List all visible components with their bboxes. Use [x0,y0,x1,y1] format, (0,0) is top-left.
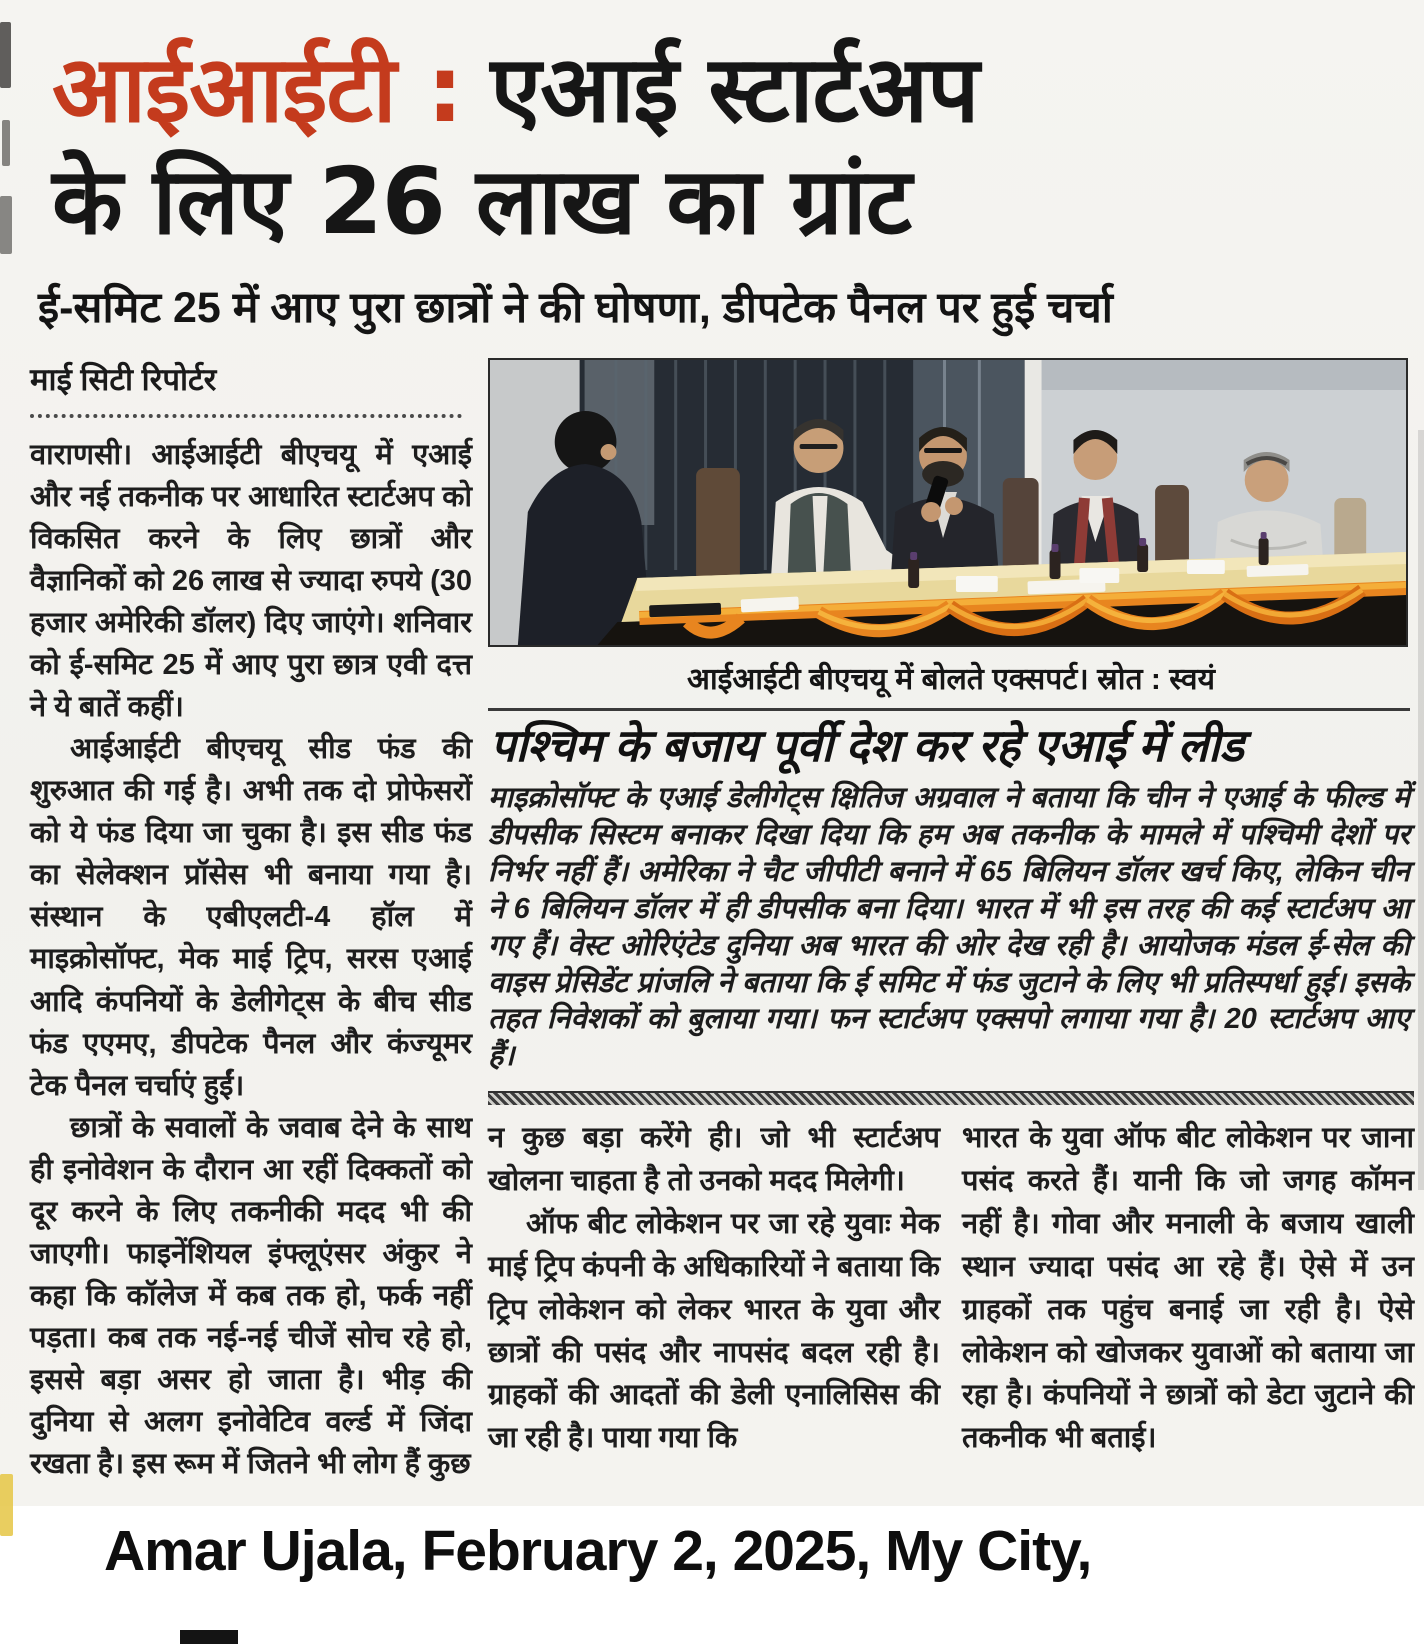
scan-artifact [2,120,10,166]
article-headline [0,0,1424,258]
paragraph-1-text: आईआईटी बीएचयू में एआई और नई तकनीक पर आधारित स्टार्टअप को विकसित करने के लिए छात्रों और वैज्ञानिकों को 26 लाख से ज्यादा रुपये (30 हजार अमेरिकी डॉलर) दिए जाएंगे। शनिवार को ई-समिट 25 में आए पुरा छात्र एवी दत्त ने ये बातें कहीं। [30,438,472,724]
photo-caption: आईआईटी बीएचयू में बोलते एक्सपर्ट। स्रोत : स्वयं [687,662,1215,696]
name-card [1079,568,1119,583]
sidebar-body: माइक्रोसॉफ्ट के एआई डेलीगेट्स क्षितिज अग्रवाल ने बताया कि चीन ने एआई के फील्ड में डीपसीक सिस्टम बनाकर दिखा दिया कि हम अब तकनीक के मामले में पश्चिमी देशों पर निर्भर नहीं हैं। अमेरिका ने चैट जीपीटी बनाने में 65 बिलियन डॉलर खर्च किए, लेकिन चीन ने 6 बिलियन डॉलर में ही डीपसीक बना दिया। भारत में भी इस तरह की कई स्टार्टअप आ गए हैं। वेस्ट ओरिएंटेड दुनिया अब भारत की ओर देख रही है। आयोजक मंडल ई-सेल की वाइस प्रेसिडेंट प्रांजलि ने बताया कि ई समिट में फंड जुटाने के लिए भी प्रतिस्पर्धा हुई। इसके तहत निवेशकों को बुलाया गया। फन स्टार्टअप एक्सपो लगाया गया है। 20 स्टार्टअप आए हैं। [488,782,1410,1073]
scan-artifact [180,1630,238,1644]
byline: माई सिटी रिपोर्टर [30,361,217,397]
scan-artifact [0,22,11,88]
headline-line2: के लिए 26 लाख का ग्रांट [52,148,911,256]
name-card [1187,560,1225,574]
left-column [30,358,472,1485]
bottom-mid-paragraph-2 [488,1203,940,1460]
article-body [0,358,1424,1485]
paragraph-1 [30,434,472,728]
laptop-icon [649,603,721,618]
bottom-mid-paragraph-2-text: मेक माई ट्रिप कंपनी के अधिकारियों ने बताया कि ट्रिप लोकेशन को लेकर भारत के युवा और छात्रों की पसंद और नापसंद बदल रही है। ग्राहकों की आदतों की डेली एनालिसिस की जा रही है। पाया गया कि [488,1207,940,1455]
section-divider [488,708,1410,711]
scan-artifact [0,1474,13,1536]
source-attribution: Amar Ujala, February 2, 2025, My City, [104,1519,1092,1583]
headline-line1: एआई स्टार्टअप [490,36,979,143]
byline-divider [30,414,462,418]
photo-illustration [490,360,1406,645]
right-area [488,358,1414,1460]
wall-right-band [1042,360,1406,390]
article-subheadline: ई-समिट 25 में आए पुरा छात्रों ने की घोषणा, डीपटेक पैनल पर हुई चर्चा [38,284,1113,333]
dateline: वाराणसी। [30,438,133,471]
paper-sheet [1247,564,1309,577]
bottom-right-column [962,1117,1414,1460]
checkered-divider [488,1091,1414,1105]
scan-artifact [0,196,12,254]
bottom-middle-column [488,1117,940,1460]
bottom-mid-paragraph-1: न कुछ बड़ा करेंगे ही। जो भी स्टार्टअप खोलना चाहता है तो उनको मदद मिलेगी। [488,1122,940,1197]
headline-kicker-red: आईआईटी : [52,36,463,143]
sidebar-heading: पश्चिम के बजाय पूर्वी देश कर रहे एआई में लीड [490,719,1244,771]
bottom-columns [488,1117,1414,1460]
bottom-mid-lead: ऑफ बीट लोकेशन पर जा रहे युवाः [526,1207,891,1240]
paragraph-2: आईआईटी बीएचयू सीड फंड की शुरुआत की गई है। अभी तक दो प्रोफेसरों को ये फंड दिया जा चुका है। इस सीड फंड का सेलेक्शन प्रॉसेस भी बनाया गया है। संस्थान के एबीएलटी-4 हॉल में माइक्रोसॉफ्ट, मेक माई ट्रिप, सरस एआई आदि कंपनियों के डेलीगेट्स के बीच सीड फंड एएमए, डीपटेक पैनल और कंज्यूमर टेक पैनल चर्चाएं हुईं। [30,733,472,1102]
panel-discussion-photo [488,358,1408,647]
name-card [956,576,998,592]
bottom-right-paragraph: भारत के युवा ऑफ बीट लोकेशन पर जाना पसंद करते हैं। यानी कि जो जगह कॉमन नहीं है। गोवा और मनाली के बजाय खाली स्थान ज्यादा पसंद आ रहे हैं। ऐसे में उन ग्राहकों तक पहुंच बनाई जा रही है। ऐसे लोकेशन को खोजकर युवाओं को बताया जा रहा है। कंपनियों ने छात्रों को डेटा जुटाने की तकनीक भी बताई। [962,1122,1414,1455]
scan-artifact [1418,430,1424,1190]
paragraph-3: छात्रों के सवालों के जवाब देने के साथ ही इनोवेशन के दौरान आ रहीं दिक्कतों को दूर करने के लिए तकनीकी मदद भी की जाएगी। फाइनेंशियल इंफ्लूएंसर अंकुर ने कहा कि कॉलेज में कब तक हो, फर्क नहीं पड़ता। कब तक नई-नई चीजें सोच रहे हो, इससे बड़ा असर हो जाता है। भीड़ की दुनिया से अलग इनोवेटिव वर्ल्ड में जिंदा रखता है। इस रूम में जितने भी लोग हैं कुछ [30,1111,472,1481]
